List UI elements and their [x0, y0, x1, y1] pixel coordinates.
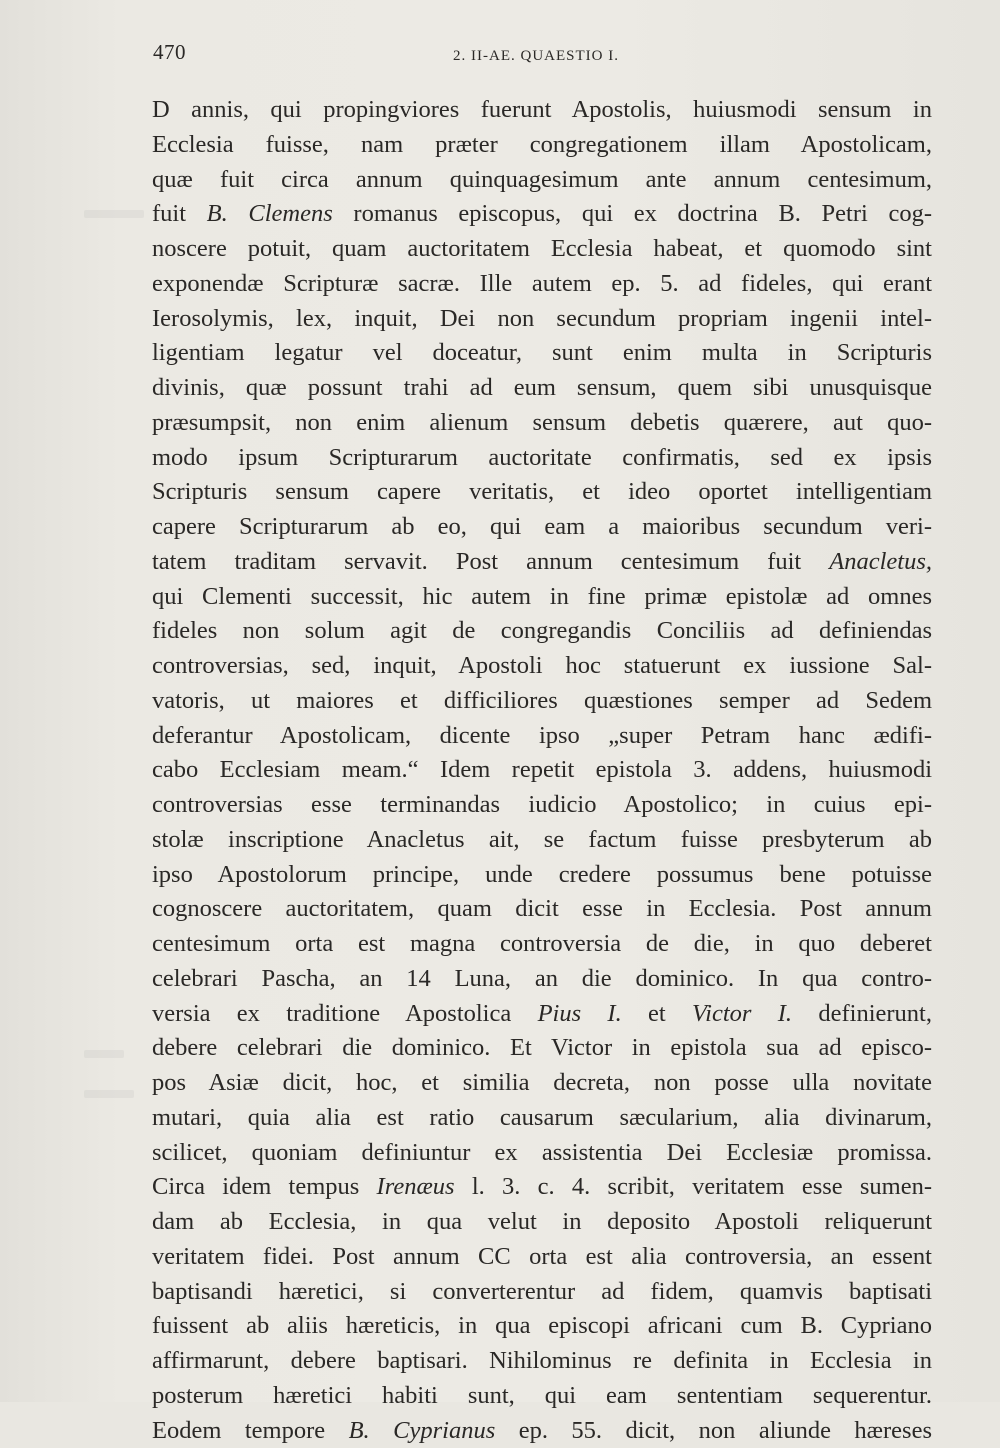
text-line	[152, 1240, 932, 1275]
text-segment: baptisandi hæretici, si converterentur ad fidem, quamvis baptisati	[152, 1278, 932, 1305]
text-line	[152, 649, 932, 684]
text-segment: celebrari Pascha, an 14 Luna, an die dominico. In qua contro-	[152, 965, 932, 992]
bleed-through-mark	[84, 210, 144, 218]
text-line	[152, 1136, 932, 1171]
text-line	[152, 997, 932, 1032]
text-segment: pos Asiæ dicit, hoc, et similia decreta, non posse ulla novitate	[152, 1069, 932, 1096]
text-segment: modo ipsum Scripturarum auctoritate confirmatis, sed ex ipsis	[152, 444, 932, 471]
text-line	[152, 128, 932, 163]
text-segment: D annis, qui propingviores fuerunt Apostolis, huiusmodi sensum in	[152, 96, 932, 123]
italic-name: Victor I.	[692, 1000, 792, 1027]
italic-name: Pius I.	[538, 1000, 622, 1027]
text-segment: centesimum orta est magna controversia de die, in quo deberet	[152, 930, 932, 957]
text-line	[152, 302, 932, 337]
text-segment: vatoris, ut maiores et difficiliores quæstiones semper ad Sedem	[152, 687, 932, 714]
text-segment: cabo Ecclesiam meam.“ Idem repetit epistola 3. addens, huiusmodi	[152, 756, 932, 783]
text-segment: ipso Apostolorum principe, unde credere possumus bene potuisse	[152, 861, 932, 888]
page-number: 470	[153, 40, 186, 65]
text-line	[152, 1344, 932, 1379]
text-segment: Eodem tempore	[152, 1417, 349, 1444]
text-line	[152, 580, 932, 615]
text-segment: controversias, sed, inquit, Apostoli hoc statuerunt ex iussione Sal-	[152, 652, 932, 679]
text-line	[152, 788, 932, 823]
text-segment: romanus episcopus, qui ex doctrina B. Petri cog-	[333, 200, 932, 227]
text-line	[152, 510, 932, 545]
text-segment: qui Clementi successit, hic autem in fine primæ epistolæ ad omnes	[152, 583, 932, 610]
text-segment: fideles non solum agit de congregandis Conciliis ad definiendas	[152, 617, 932, 644]
text-segment: quæ fuit circa annum quinquagesimum ante annum centesimum,	[152, 166, 932, 193]
text-line	[152, 1414, 932, 1448]
text-line	[152, 1205, 932, 1240]
text-segment: exponendæ Scripturæ sacræ. Ille autem ep. 5. ad fideles, qui erant	[152, 270, 932, 297]
text-segment: controversias esse terminandas iudicio Apostolico; in cuius epi-	[152, 791, 932, 818]
text-segment: tatem traditam servavit. Post annum centesimum fuit	[152, 548, 829, 575]
italic-name: Irenæus	[377, 1173, 455, 1200]
text-line	[152, 858, 932, 893]
text-line	[152, 719, 932, 754]
text-line	[152, 614, 932, 649]
text-segment: Ierosolymis, lex, inquit, Dei non secundum propriam ingenii intel-	[152, 305, 932, 332]
text-line	[152, 823, 932, 858]
text-segment: l. 3. c. 4. scribit, veritatem esse sumen-	[455, 1173, 932, 1200]
text-line	[152, 406, 932, 441]
text-line	[152, 336, 932, 371]
text-segment: et	[622, 1000, 692, 1027]
text-line	[152, 684, 932, 719]
text-segment: ligentiam legatur vel doceatur, sunt enim multa in Scripturis	[152, 339, 932, 366]
text-line	[152, 1275, 932, 1310]
text-line	[152, 475, 932, 510]
text-line	[152, 441, 932, 476]
body-text	[152, 93, 932, 1448]
text-line	[152, 1309, 932, 1344]
text-segment: fuit	[152, 200, 207, 227]
text-line	[152, 232, 932, 267]
italic-name: B. Clemens	[207, 200, 333, 227]
text-line	[152, 892, 932, 927]
italic-name: B. Cyprianus	[349, 1417, 496, 1444]
text-line	[152, 163, 932, 198]
text-line	[152, 927, 932, 962]
text-segment: noscere potuit, quam auctoritatem Ecclesia habeat, et quomodo sint	[152, 235, 932, 262]
text-segment: stolæ inscriptione Anacletus ait, se factum fuisse presbyterum ab	[152, 826, 932, 853]
text-line	[152, 93, 932, 128]
text-segment: præsumpsit, non enim alienum sensum debetis quærere, aut quo-	[152, 409, 932, 436]
text-line	[152, 1066, 932, 1101]
text-segment: deferantur Apostolicam, dicente ipso „super Petram hanc ædifi-	[152, 722, 932, 749]
text-line	[152, 545, 932, 580]
text-line	[152, 1170, 932, 1205]
text-segment: posterum hæretici habiti sunt, qui eam sententiam sequerentur.	[152, 1382, 932, 1409]
text-segment: Circa idem tempus	[152, 1173, 377, 1200]
text-segment: Ecclesia fuisse, nam præter congregationem illam Apostolicam,	[152, 131, 932, 158]
text-line	[152, 267, 932, 302]
text-segment: versia ex traditione Apostolica	[152, 1000, 538, 1027]
running-head: 2. II-AE. QUAESTIO I.	[453, 48, 619, 65]
text-line	[152, 1031, 932, 1066]
text-line	[152, 1101, 932, 1136]
text-segment: debere celebrari die dominico. Et Victor in epistola sua ad episco-	[152, 1034, 932, 1061]
text-segment: capere Scripturarum ab eo, qui eam a maioribus secundum veri-	[152, 513, 932, 540]
italic-name: Anacletus,	[829, 548, 932, 575]
text-segment: veritatem fidei. Post annum CC orta est alia controversia, an essent	[152, 1243, 932, 1270]
text-line	[152, 371, 932, 406]
text-segment: divinis, quæ possunt trahi ad eum sensum, quem sibi unusquisque	[152, 374, 932, 401]
text-segment: Scripturis sensum capere veritatis, et ideo oportet intelligentiam	[152, 478, 932, 505]
text-segment: fuissent ab aliis hæreticis, in qua episcopi africani cum B. Cypriano	[152, 1312, 932, 1339]
text-line	[152, 197, 932, 232]
text-segment: affirmarunt, debere baptisari. Nihilominus re definita in Ecclesia in	[152, 1347, 932, 1374]
text-segment: mutari, quia alia est ratio causarum sæcularium, alia divinarum,	[152, 1104, 932, 1131]
text-segment: cognoscere auctoritatem, quam dicit esse in Ecclesia. Post annum	[152, 895, 932, 922]
text-segment: dam ab Ecclesia, in qua velut in deposito Apostoli reliquerunt	[152, 1208, 932, 1235]
bleed-through-mark	[84, 1090, 134, 1098]
text-segment: ep. 55. dicit, non aliunde hæreses	[495, 1417, 932, 1444]
text-segment: scilicet, quoniam definiuntur ex assistentia Dei Ecclesiæ promissa.	[152, 1139, 932, 1166]
text-line	[152, 1379, 932, 1414]
text-segment: definierunt,	[792, 1000, 932, 1027]
bleed-through-mark	[84, 1050, 124, 1058]
text-line	[152, 753, 932, 788]
text-line	[152, 962, 932, 997]
